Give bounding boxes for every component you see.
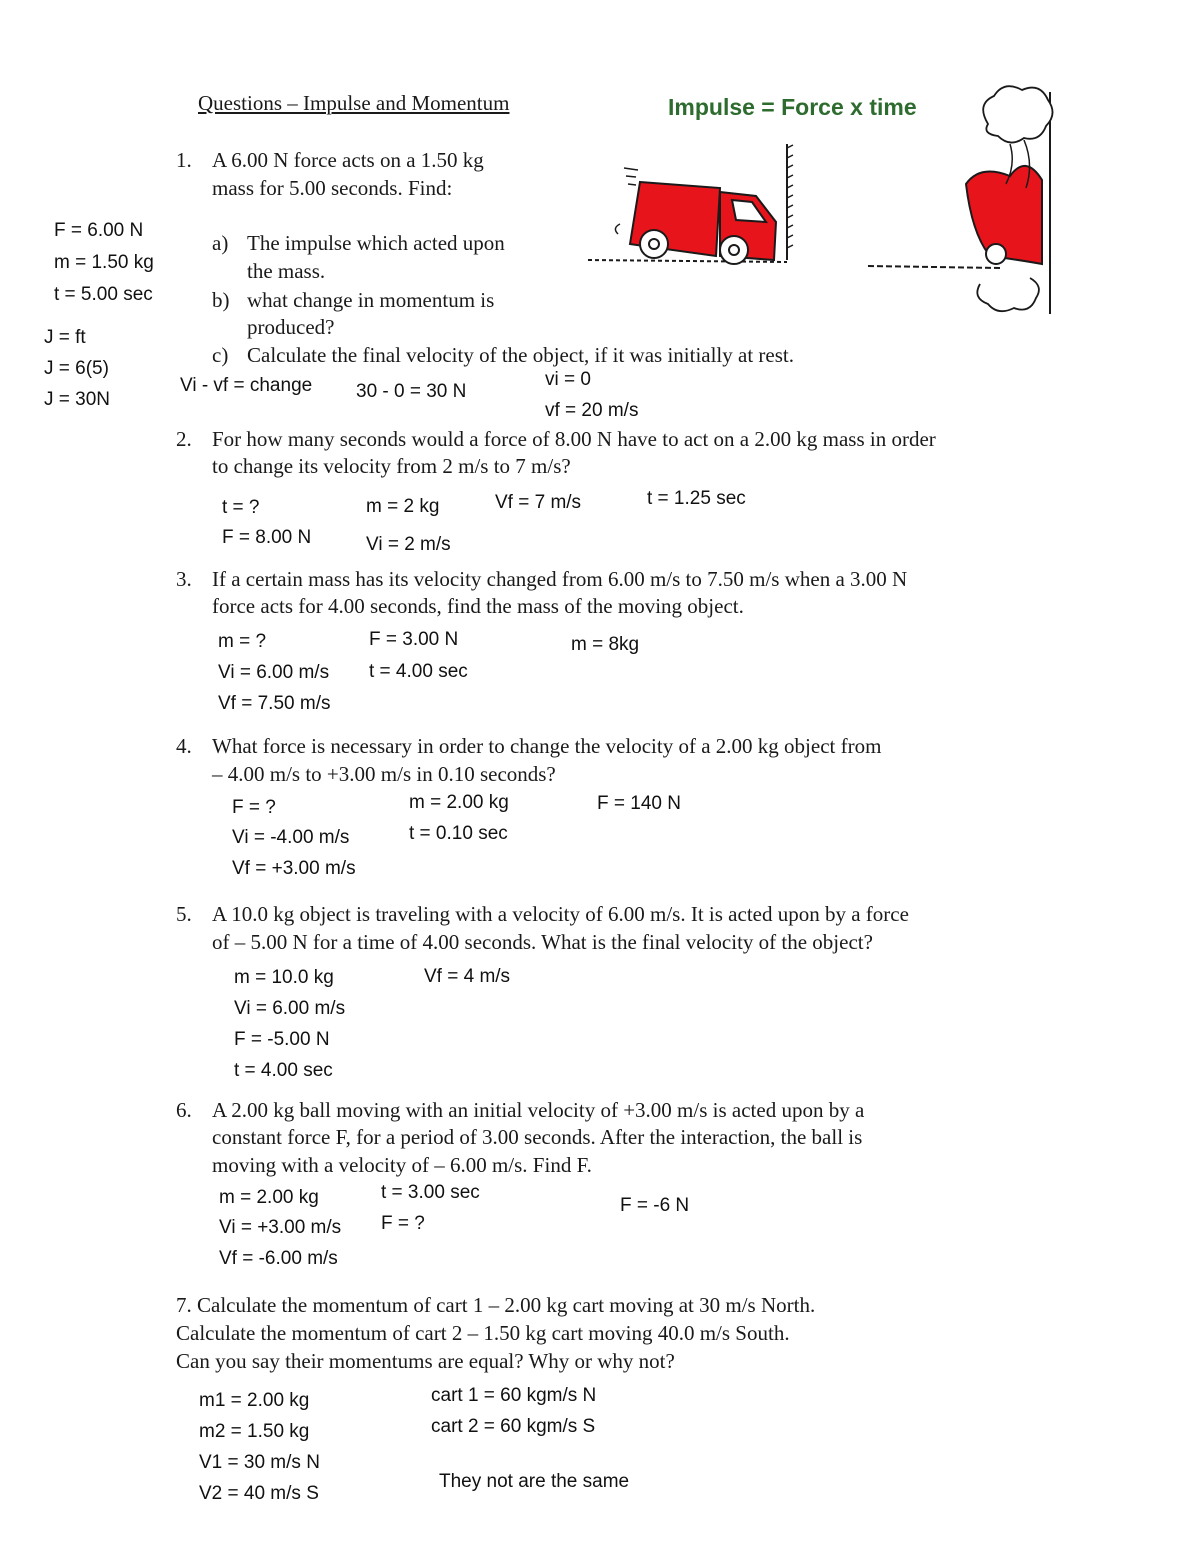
q5-ans-f: F = -5.00 N bbox=[234, 1029, 330, 1050]
q3-text-line1: If a certain mass has its velocity changed from 6.00 m/s to 7.50 m/s when a 3.00 N bbox=[212, 567, 908, 591]
q4-number: 4. bbox=[176, 734, 192, 758]
q5-text-line2: of – 5.00 N for a time of 4.00 seconds. What is the final velocity of the object? bbox=[212, 930, 873, 954]
q3-ans-m: m = ? bbox=[218, 631, 267, 652]
q4-ans-f: F = ? bbox=[232, 797, 276, 818]
q4-ans-vi: Vi = -4.00 m/s bbox=[232, 827, 350, 848]
q1-ans-calc: 30 - 0 = 30 N bbox=[356, 381, 467, 402]
q1-ans-j2: J = 6(5) bbox=[44, 358, 109, 379]
q2-ans-m: m = 2 kg bbox=[366, 496, 440, 517]
q1c-label: c) bbox=[212, 343, 229, 367]
q3-ans-t: t = 4.00 sec bbox=[369, 661, 468, 682]
impulse-heading: Impulse = Force x time bbox=[668, 94, 917, 120]
q3-text-line2: force acts for 4.00 seconds, find the mass of the moving object. bbox=[212, 594, 744, 618]
q1-ans-j3: J = 30N bbox=[44, 389, 111, 410]
q1-ans-t: t = 5.00 sec bbox=[54, 284, 153, 305]
q7-text-line2: Calculate the momentum of cart 2 – 1.50 kg cart moving 40.0 m/s South. bbox=[176, 1321, 790, 1345]
q1b-line1: what change in momentum is bbox=[247, 288, 495, 312]
q3-ans-f: F = 3.00 N bbox=[369, 629, 459, 650]
q4-text-line1: What force is necessary in order to change the velocity of a 2.00 kg object from bbox=[212, 734, 882, 758]
q7-ans-m1: m1 = 2.00 kg bbox=[199, 1390, 310, 1411]
q1c-line1: Calculate the final velocity of the object, if it was initially at rest. bbox=[247, 343, 794, 367]
q2-ans-result: t = 1.25 sec bbox=[647, 488, 746, 509]
q6-ans-t: t = 3.00 sec bbox=[381, 1182, 480, 1203]
q3-ans-result: m = 8kg bbox=[571, 634, 640, 655]
q1-ans-vf: vf = 20 m/s bbox=[545, 400, 639, 421]
q6-text-line2: constant force F, for a period of 3.00 seconds. After the interaction, the ball is bbox=[212, 1125, 863, 1149]
q1b-label: b) bbox=[212, 288, 230, 312]
q7-text-line1: 7. Calculate the momentum of cart 1 – 2.00 kg cart moving at 30 m/s North. bbox=[176, 1293, 816, 1317]
q2-number: 2. bbox=[176, 427, 192, 451]
q1-ans-j1: J = ft bbox=[44, 327, 86, 348]
truck-icon bbox=[615, 168, 776, 264]
q7-ans-cart2: cart 2 = 60 kgm/s S bbox=[431, 1416, 596, 1437]
q1a-label: a) bbox=[212, 231, 229, 255]
q6-number: 6. bbox=[176, 1098, 192, 1122]
impulse-illustration bbox=[580, 84, 1060, 320]
q3-ans-vf: Vf = 7.50 m/s bbox=[218, 693, 331, 714]
worksheet-title: Questions – Impulse and Momentum bbox=[198, 91, 510, 115]
q1-number: 1. bbox=[176, 148, 192, 172]
q1-text-line1: A 6.00 N force acts on a 1.50 kg bbox=[212, 148, 484, 172]
q6-ans-vf: Vf = -6.00 m/s bbox=[219, 1248, 338, 1269]
q4-text-line2: – 4.00 m/s to +3.00 m/s in 0.10 seconds? bbox=[212, 762, 556, 786]
q1-text-line2: mass for 5.00 seconds. Find: bbox=[212, 176, 453, 200]
q2-ans-vf: Vf = 7 m/s bbox=[495, 492, 582, 513]
q4-ans-result: F = 140 N bbox=[597, 793, 681, 814]
q1b-line2: produced? bbox=[247, 315, 335, 339]
q6-ans-result: F = -6 N bbox=[620, 1195, 690, 1216]
q4-ans-vf: Vf = +3.00 m/s bbox=[232, 858, 356, 879]
q2-ans-f: F = 8.00 N bbox=[222, 527, 312, 548]
q1-ans-m: m = 1.50 kg bbox=[54, 252, 154, 273]
q2-text-line1: For how many seconds would a force of 8.00 N have to act on a 2.00 kg mass in order bbox=[212, 427, 936, 451]
q5-number: 5. bbox=[176, 902, 192, 926]
q5-ans-t: t = 4.00 sec bbox=[234, 1060, 333, 1081]
q7-ans-m2: m2 = 1.50 kg bbox=[199, 1421, 310, 1442]
q7-ans-conclusion: They not are the same bbox=[439, 1471, 630, 1492]
q3-number: 3. bbox=[176, 567, 192, 591]
q1-ans-vi: vi = 0 bbox=[545, 369, 591, 390]
q5-ans-vi: Vi = 6.00 m/s bbox=[234, 998, 346, 1019]
q5-ans-m: m = 10.0 kg bbox=[234, 967, 334, 988]
q2-ans-t: t = ? bbox=[222, 497, 260, 518]
q1-ans-vi-vf: Vi - vf = change bbox=[180, 375, 313, 396]
q4-ans-t: t = 0.10 sec bbox=[409, 823, 508, 844]
q7-text-line3: Can you say their momentums are equal? Why or why not? bbox=[176, 1349, 675, 1373]
q6-ans-vi: Vi = +3.00 m/s bbox=[219, 1217, 342, 1238]
q2-text-line2: to change its velocity from 2 m/s to 7 m/s? bbox=[212, 454, 571, 478]
q7-ans-v1: V1 = 30 m/s N bbox=[199, 1452, 320, 1473]
q3-ans-vi: Vi = 6.00 m/s bbox=[218, 662, 330, 683]
q1a-line1: The impulse which acted upon bbox=[247, 231, 505, 255]
q7-ans-v2: V2 = 40 m/s S bbox=[199, 1483, 319, 1504]
q6-text-line1: A 2.00 kg ball moving with an initial velocity of +3.00 m/s is acted upon by a bbox=[212, 1098, 865, 1122]
crash-icon bbox=[868, 86, 1053, 314]
q4-ans-m: m = 2.00 kg bbox=[409, 792, 509, 813]
q5-text-line1: A 10.0 kg object is traveling with a velocity of 6.00 m/s. It is acted upon by a force bbox=[212, 902, 909, 926]
q7-ans-cart1: cart 1 = 60 kgm/s N bbox=[431, 1385, 597, 1406]
q6-ans-m: m = 2.00 kg bbox=[219, 1187, 319, 1208]
q2-ans-vi: Vi = 2 m/s bbox=[366, 534, 451, 555]
q6-ans-f: F = ? bbox=[381, 1213, 425, 1234]
q5-ans-result: Vf = 4 m/s bbox=[424, 966, 511, 987]
q1-ans-f: F = 6.00 N bbox=[54, 220, 144, 241]
q6-text-line3: moving with a velocity of – 6.00 m/s. Find F. bbox=[212, 1153, 592, 1177]
q1a-line2: the mass. bbox=[247, 259, 326, 283]
